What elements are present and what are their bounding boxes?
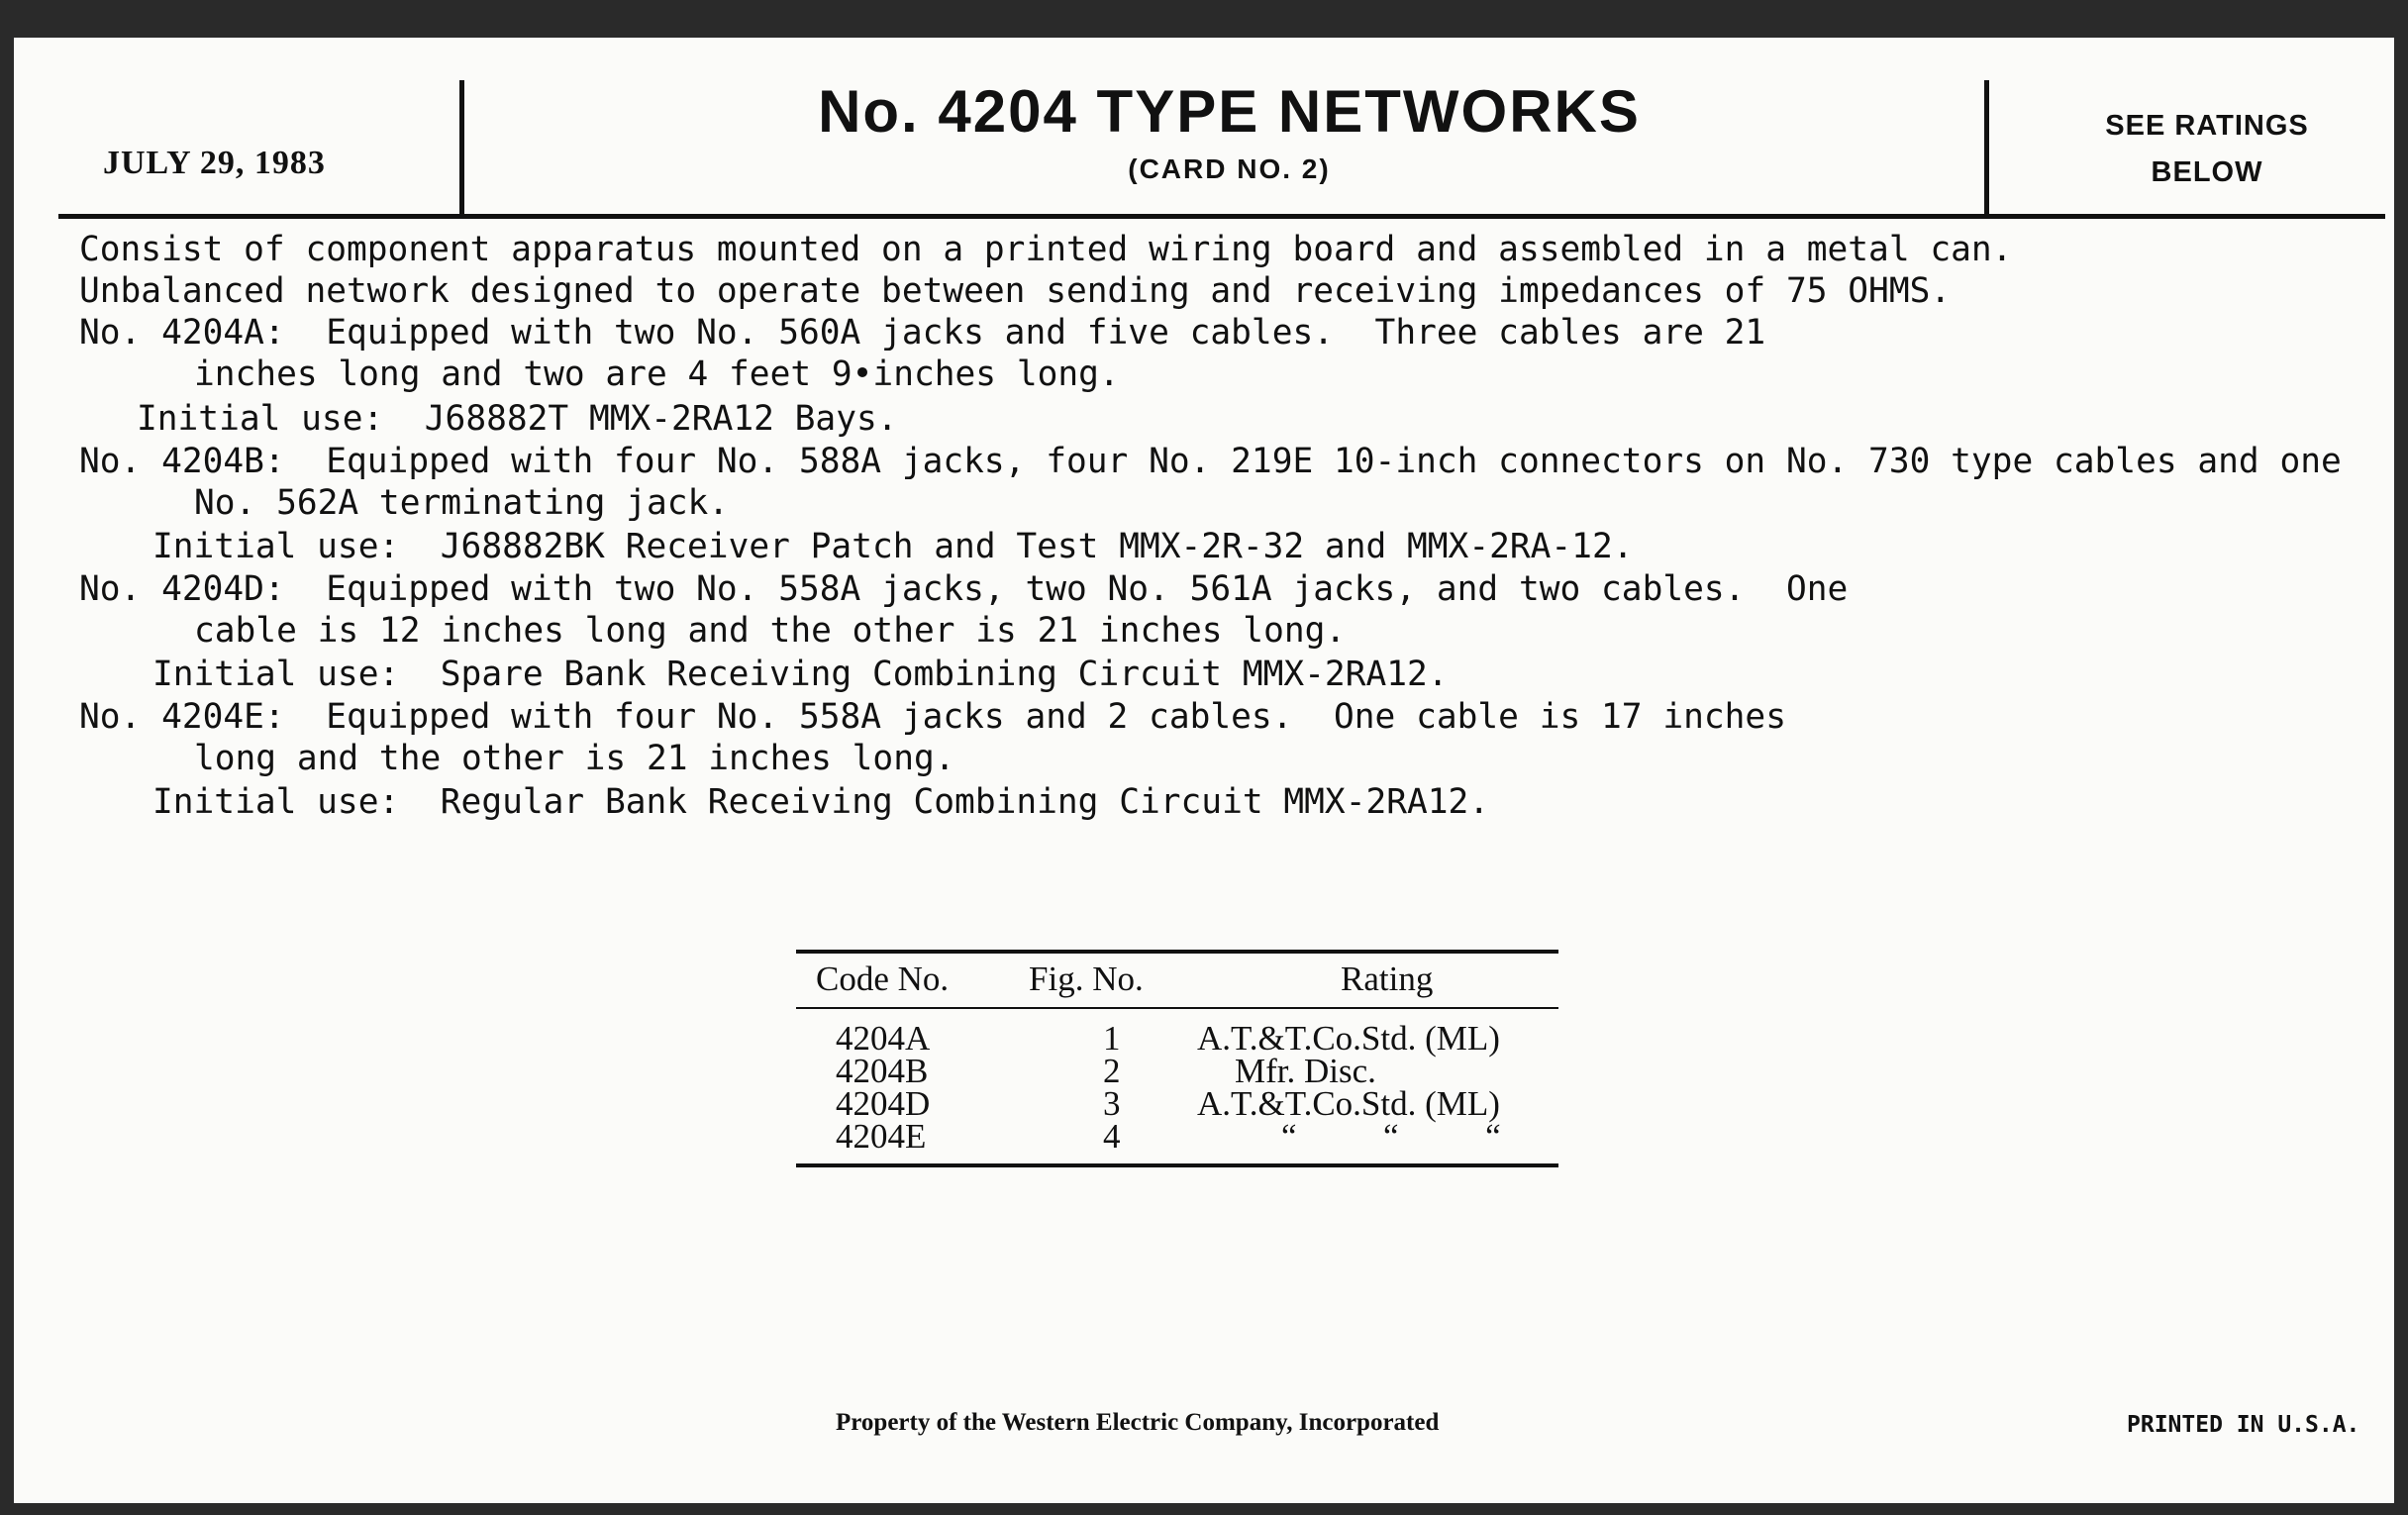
table-cell-fig: 2 [1103, 1052, 1121, 1090]
table-cell-rating: Mfr. Disc. [1235, 1052, 1376, 1090]
table-header-rule [796, 1007, 1558, 1009]
ratings-note-line2: BELOW [2151, 156, 2263, 188]
item-4204a-line: No. 4204A: Equipped with two No. 560A jacks and five cables. Three cables are 21 [79, 313, 1766, 353]
item-4204a-initial-use: Initial use: J68882T MMX-2RA12 Bays. [137, 399, 898, 439]
table-cell-code: 4204A [836, 1019, 931, 1058]
item-4204a-line: inches long and two are 4 feet 9•inches long. [194, 354, 1120, 394]
table-cell-fig: 4 [1103, 1117, 1121, 1156]
table-header-code: Code No. [816, 960, 950, 998]
item-4204b-initial-use: Initial use: J68882BK Receiver Patch and Test MMX-2R-32 and MMX-2RA-12. [152, 527, 1634, 566]
ratings-note-line1: SEE RATINGS [2105, 110, 2309, 142]
description-line: Consist of component apparatus mounted on a printed wiring board and assembled in a metal can. [79, 230, 2013, 269]
item-4204e-line: No. 4204E: Equipped with four No. 558A jacks and 2 cables. One cable is 17 inches [79, 697, 1786, 737]
table-cell-fig: 3 [1103, 1084, 1121, 1123]
table-top-rule [796, 950, 1558, 954]
table-cell-rating: A.T.&T.Co.Std. (ML) [1197, 1019, 1500, 1058]
property-notice: Property of the Western Electric Company, Incorporated [836, 1409, 1440, 1436]
table-bottom-rule [796, 1163, 1558, 1167]
table-cell-code: 4204D [836, 1084, 931, 1123]
description-line: Unbalanced network designed to operate between sending and receiving impedances of 75 OHMS. [79, 271, 1952, 311]
table-header-rating: Rating [1341, 960, 1434, 998]
card-subtitle: (CARD NO. 2) [1128, 153, 1331, 184]
table-header-fig: Fig. No. [1029, 960, 1144, 998]
header-rule [58, 214, 2385, 219]
item-4204b-line: No. 4204B: Equipped with four No. 588A jacks, four No. 219E 10-inch connectors on No. 730 type cables and one [79, 442, 2342, 481]
item-4204d-line: cable is 12 inches long and the other is 21 inches long. [194, 611, 1347, 651]
printed-notice: PRINTED IN U.S.A. [2127, 1412, 2360, 1438]
table-cell-rating: “ “ “ [1281, 1117, 1501, 1156]
item-4204d-line: No. 4204D: Equipped with two No. 558A jacks, two No. 561A jacks, and two cables. One [79, 569, 1849, 609]
item-4204e-line: long and the other is 21 inches long. [194, 739, 955, 778]
table-cell-rating: A.T.&T.Co.Std. (ML) [1197, 1084, 1500, 1123]
table-cell-code: 4204E [836, 1117, 927, 1156]
table-cell-code: 4204B [836, 1052, 929, 1090]
card-date: JULY 29, 1983 [103, 145, 326, 181]
item-4204b-line: No. 562A terminating jack. [194, 483, 730, 523]
document-card [14, 38, 2394, 1503]
header-divider-right [1984, 80, 1989, 219]
card-title: No. 4204 TYPE NETWORKS [818, 78, 1641, 145]
item-4204e-initial-use: Initial use: Regular Bank Receiving Combining Circuit MMX-2RA12. [152, 782, 1490, 822]
table-cell-fig: 1 [1103, 1019, 1121, 1058]
item-4204d-initial-use: Initial use: Spare Bank Receiving Combining Circuit MMX-2RA12. [152, 655, 1449, 694]
ratings-note [2014, 103, 2400, 196]
